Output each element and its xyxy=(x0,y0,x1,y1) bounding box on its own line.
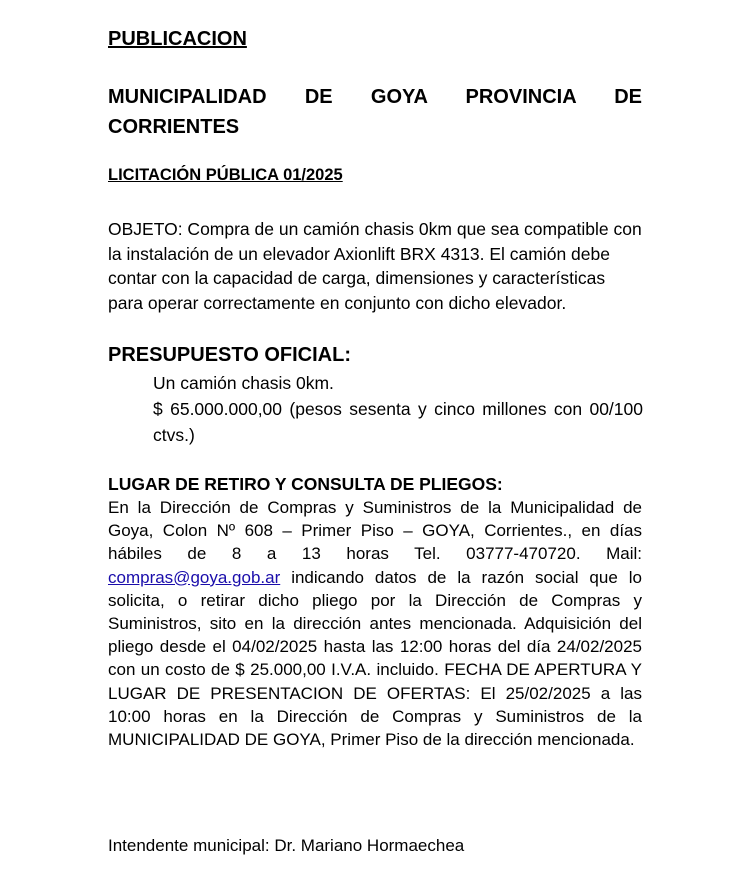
municipality-heading: MUNICIPALIDAD DE GOYA PROVINCIA DE CORRIENTES xyxy=(108,86,642,138)
mayor-signature-line: Intendente municipal: Dr. Mariano Hormaechea xyxy=(108,836,465,855)
object-paragraph xyxy=(108,217,642,315)
pickup-text-after-mail: indicando datos de la razón social que lo solicita, o retirar dicho pliego por la Dirección de Compras y Suministros, sito en la dirección antes mencionada. Adquisición del pliego desde el 04/02/2025 hasta las 12:00 horas del día 24/02/2025 con un costo de $ 25.000,00 I.V.A. incluido. FECHA DE APERTURA Y LUGAR DE PRESENTACION DE OFERTAS: El 25/02/2025 a las 10:00 horas en la Dirección de Compras y Suministros de la MUNICIPALIDAD DE GOYA, Primer Piso de la dirección mencionada. xyxy=(108,567,642,750)
mail-link[interactable]: compras@goya.gob.ar xyxy=(108,567,281,587)
tender-number: LICITACIÓN PÚBLICA 01/2025 xyxy=(108,166,343,184)
object-text: Compra de un camión chasis 0km que sea compatible con la instalación de un elevador Axionlift BRX 4313. El camión debe contar con la capacidad de carga, dimensiones y características para operar correctamente en conjunto con dicho elevador. xyxy=(108,219,642,313)
budget-amount: $ 65.000.000,00 (pesos sesenta y cinco millones con 00/100 ctvs.) xyxy=(153,399,643,445)
budget-heading: PRESUPUESTO OFICIAL: xyxy=(108,344,351,366)
pickup-text-before-mail: En la Dirección de Compras y Suministros de la Municipalidad de Goya, Colon Nº 608 – Primer Piso – GOYA, Corrientes., en días hábiles de 8 a 13 horas Tel. 03777-470720. Mail: xyxy=(108,498,642,564)
pickup-heading: LUGAR DE RETIRO Y CONSULTA DE PLIEGOS: xyxy=(108,474,503,494)
publication-title: PUBLICACION xyxy=(108,28,247,50)
pickup-paragraph xyxy=(108,496,642,751)
object-label: OBJETO: xyxy=(108,219,183,239)
budget-item: Un camión chasis 0km. xyxy=(153,373,334,393)
